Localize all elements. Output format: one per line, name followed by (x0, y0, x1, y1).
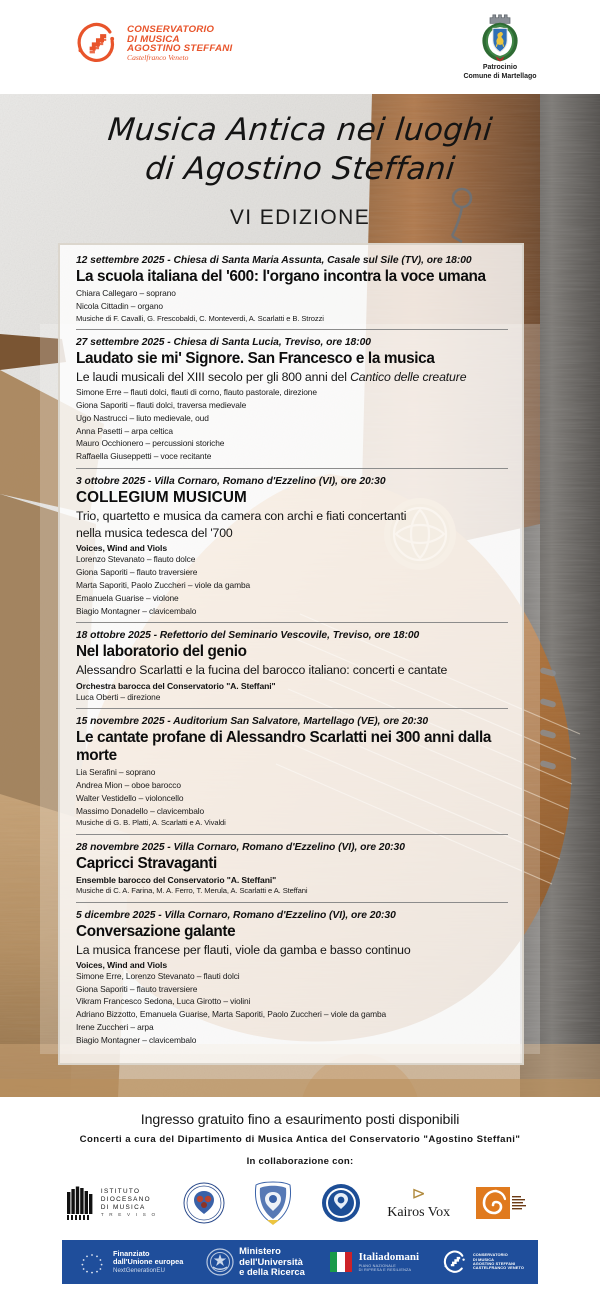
curated-by-note: Concerti a cura del Dipartimento di Musica Antica del Conservatorio "Agostino Steffani" (79, 1134, 521, 1145)
eu-line1: Finanziato (113, 1248, 150, 1258)
collaboration-label: In collaborazione con: (246, 1156, 354, 1167)
partner-heraldic-shield (251, 1178, 295, 1228)
event-performer: Emanuela Guarise – violone (76, 592, 179, 603)
event-performer: Lia Serafini – soprano (76, 767, 156, 778)
ministero-item (206, 1246, 305, 1278)
event-item[interactable] (76, 709, 508, 835)
event-performer: Adriano Bizzotto, Emanuela Guarise, Marta Saporiti, Paolo Zuccheri – viole da gamba (76, 1009, 387, 1020)
blue-seal-icon (321, 1183, 361, 1223)
circular-seal-crest-icon (183, 1182, 225, 1224)
event-date: 5 dicembre 2025 - Villa Cornaro, Romano d'Ezzelino (VI), ore 20:30 (76, 909, 396, 921)
eu-stars-icon (76, 1250, 108, 1274)
eu-funding-item (76, 1250, 183, 1275)
eu-line3: NextGenerationEU (113, 1267, 165, 1275)
partner-kairos-vox (387, 1178, 450, 1228)
event-group-label: Voices, Wind and Viols (76, 543, 168, 554)
event-subtitle: Trio, quartetto e musica da camera con archi e fiati concertanti (76, 509, 407, 524)
kairos-vox-logo (387, 1185, 450, 1220)
conservatorio-logo (74, 20, 233, 66)
italiadomani-sub1: PIANO NAZIONALE (358, 1263, 396, 1268)
idm-line4: T R E V I S O (100, 1212, 158, 1218)
heraldic-shield-icon (251, 1180, 295, 1226)
conservatorio-spiral-logo-icon (74, 20, 120, 66)
event-date: 3 ottobre 2025 - Villa Cornaro, Romano d'Ezzelino (VI), ore 20:30 (76, 475, 386, 487)
ministero-line3: e della Ricerca (239, 1266, 305, 1278)
italiadomani-sub2: DI RIPRESA E RESILIENZA (358, 1268, 412, 1273)
conservatorio-line2: DI MUSICA (127, 32, 180, 44)
conservatorio-wordmark (127, 22, 233, 63)
eu-cons-line3: AGOSTINO STEFFANI (472, 1261, 516, 1266)
event-title: Conversazione galante (76, 922, 236, 940)
event-works: Musiche di G. B. Platti, A. Scarlatti e A. Vivaldi (76, 818, 226, 828)
free-entry-note: Ingresso gratuito fino a esaurimento posti disponibili (140, 1112, 460, 1128)
conservatorio-line1: CONSERVATORIO (127, 22, 215, 34)
eu-conservatorio-item (442, 1249, 524, 1275)
istituto-diocesano-wordmark (101, 1188, 157, 1218)
conservatorio-spiral-logo-icon (442, 1249, 468, 1275)
comune-patrocinio (440, 12, 560, 82)
event-title: La scuola italiana del '600: l'organo incontra la voce umana (76, 268, 486, 285)
event-performer: Mauro Occhionero – percussioni storiche (76, 438, 225, 449)
conservatorio-line3: AGOSTINO STEFFANI (127, 42, 233, 54)
partner-istituto-diocesano (66, 1178, 157, 1228)
title-line-1: Musica Antica nei luoghi (106, 112, 495, 148)
event-date: 12 settembre 2025 - Chiesa di Santa Maria Assunta, Casale sul Sile (TV), ore 18:00 (76, 255, 472, 266)
event-works: Musiche di C. A. Farina, M. A. Ferro, T. Merula, A. Scarlatti e A. Steffani (76, 886, 308, 896)
patrocinio-caption (440, 64, 560, 82)
event-item[interactable] (76, 255, 508, 330)
event-performer: Simone Erre, Lorenzo Stevanato – flauti dolci (76, 970, 240, 981)
event-subtitle: Alessandro Scarlatti e la fucina del barocco italiano: concerti e cantate (76, 663, 448, 678)
edition-label: VI EDIZIONE (229, 206, 371, 229)
martellago-coat-of-arms-icon (478, 12, 522, 62)
program-panel (58, 243, 524, 1065)
event-performer: Giona Saporiti – flauto traversiere (76, 983, 198, 994)
italian-republic-emblem-icon (206, 1248, 234, 1276)
ministero-line2: dell'Università (239, 1255, 303, 1267)
organ-pipes-icon (66, 1186, 96, 1220)
title-line-2: di Agostino Steffani (143, 150, 457, 187)
event-performer: Massimo Donadello – clavicembalo (76, 805, 205, 816)
eu-line2: dall'Unione europea (113, 1257, 184, 1267)
partner-blue-seal (321, 1178, 361, 1228)
event-performer: Giona Saporiti – flauto traversiere (76, 567, 198, 578)
eu-cons-line2: DI MUSICA (472, 1256, 495, 1262)
event-subtitle-2: nella musica tedesca del '700 (76, 526, 233, 541)
event-performer: Anna Pasetti – arpa celtica (76, 425, 173, 436)
patrocinio-line1: Patrocinio (482, 64, 518, 71)
patrocinio-line2: Comune di Martellago (463, 72, 537, 80)
event-performer: Luca Oberti – direzione (76, 691, 161, 702)
ministero-line1: Ministero (239, 1245, 281, 1257)
idm-line2: DIOCESANO (100, 1195, 151, 1203)
idm-line1: ISTITUTO (100, 1187, 141, 1195)
event-performer: Simone Erre – flauti dolci, flauti di corno, flauto pastorale, direzione (76, 387, 317, 398)
event-group-label: Ensemble barocco del Conservatorio "A. Steffani" (76, 875, 277, 886)
event-item[interactable] (76, 330, 508, 469)
partner-logos-row (0, 1177, 600, 1229)
event-date: 27 settembre 2025 - Chiesa di Santa Lucia, Treviso, ore 18:00 (76, 337, 371, 349)
event-works: Musiche di F. Cavalli, G. Frescobaldi, C. Monteverdi, A. Scarlatti e B. Strozzi (76, 313, 324, 323)
event-date: 18 ottobre 2025 - Refettorio del Seminario Vescovile, Treviso, ore 18:00 (76, 630, 420, 642)
event-performer: Andrea Mion – oboe barocco (76, 780, 181, 791)
kairos-glyph-icon: ⊳ (411, 1184, 426, 1204)
kairos-vox-label: Kairos Vox (387, 1205, 451, 1221)
event-item[interactable] (76, 623, 508, 709)
event-performer: Walter Vestidello – violoncello (76, 792, 184, 803)
event-performer: Ugo Nastrucci – liuto medievale, oud (76, 412, 209, 423)
event-performer: Biagio Montagner – clavicembalo (76, 1034, 197, 1045)
event-performer: Chiara Callegaro – soprano (76, 288, 176, 299)
orange-clef-logo-icon (476, 1186, 534, 1220)
italian-flag-icon (328, 1250, 354, 1274)
poster-title (0, 112, 600, 189)
event-title: Capricci Stravaganti (76, 855, 217, 872)
event-title: Laudato sie mi' Signore. San Francesco e la musica (76, 350, 435, 368)
event-item[interactable] (76, 835, 508, 903)
event-performer: Vikram Francesco Sedona, Luca Girotto – violini (76, 996, 251, 1007)
event-subtitle: La musica francese per flauti, viole da gamba e basso continuo (76, 942, 411, 957)
event-performer: Irene Zuccheri – arpa (76, 1021, 154, 1032)
event-performer: Giona Saporiti – flauti dolci, traversa medievale (76, 400, 247, 411)
event-date: 15 novembre 2025 - Auditorium San Salvatore, Martellago (VE), ore 20:30 (76, 716, 429, 728)
event-group-label: Voices, Wind and Viols (76, 959, 168, 970)
partner-circular-seal (183, 1178, 225, 1228)
idm-line3: DI MUSICA (100, 1203, 146, 1211)
event-date: 28 novembre 2025 - Villa Cornaro, Romano d'Ezzelino (VI), ore 20:30 (76, 842, 405, 853)
event-title: Le cantate profane di Alessandro Scarlatti nei 300 anni dalla morte (76, 729, 492, 765)
eu-cons-line1: CONSERVATORIO (472, 1252, 508, 1258)
event-title: Nel laboratorio del genio (76, 643, 247, 661)
event-performer: Marta Saporiti, Paolo Zuccheri – viole da gamba (76, 579, 251, 590)
event-performer: Biagio Montagner – clavicembalo (76, 605, 197, 616)
poster-header (0, 0, 600, 94)
italiadomani-label: Italiadomani (358, 1250, 420, 1263)
conservatorio-line4: Castelfranco Veneto (127, 53, 189, 63)
event-item[interactable] (76, 903, 508, 1052)
eu-cons-line4: CASTELFRANCO VENETO (472, 1265, 524, 1271)
event-group-label: Orchestra barocca del Conservatorio "A. Steffani" (76, 680, 276, 691)
event-performer: Lorenzo Stevanato – flauto dolce (76, 554, 196, 565)
event-title: COLLEGIUM MUSICUM (76, 488, 247, 506)
event-subtitle: Le laudi musicali del XIII secolo per gli 800 anni del Cantico delle creature (76, 370, 467, 385)
event-item[interactable] (76, 469, 508, 623)
partner-orange-clef (476, 1178, 534, 1228)
event-performer: Nicola Cittadin – organo (76, 300, 163, 311)
event-subtitle-italic: Cantico delle creature (350, 370, 467, 385)
event-performer: Raffaella Giuseppetti – voce recitante (76, 451, 212, 462)
eu-funding-strip (62, 1240, 538, 1284)
italiadomani-item (328, 1250, 420, 1274)
